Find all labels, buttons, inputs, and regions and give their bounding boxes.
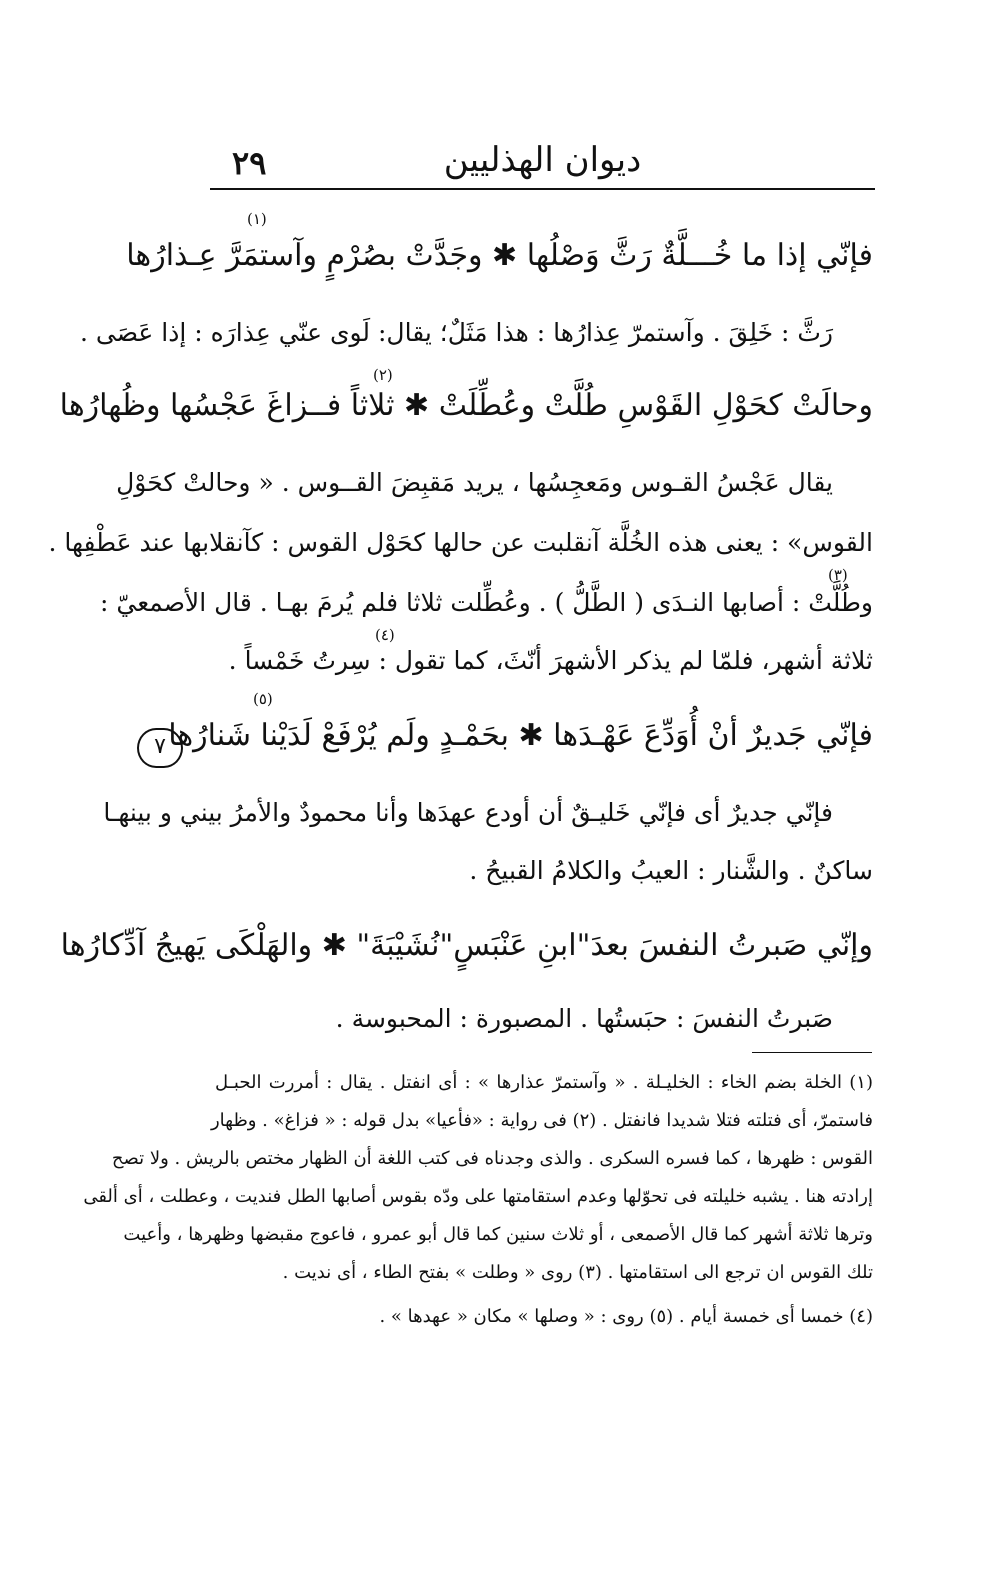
commentary-line: ساكنٌ . والشَّنار : العيبُ والكلامُ القبيحُ . (469, 856, 873, 885)
running-title: ديوان الهذليين (443, 140, 642, 180)
note-ref-4: (٤) (375, 626, 395, 644)
note-ref-1: (١) (247, 210, 267, 228)
footnote-line: فاستمرّ، أى فتلته فتلا شديدا فانفتل . (٢) فى رواية : «فأعيا» بدل قوله : « فزاغ» . وظهار (210, 1110, 873, 1131)
commentary-line: رَثَّ : خَلِقَ . وآستمرّ عِذارُها : هذا مَثَلٌ؛ يقال: لَوى عنّي عِذارَه : إذا عَصَى . (79, 318, 833, 347)
commentary-line: صَبرتُ النفسَ : حبَستُها . المصبورة : المحبوسة . (335, 1004, 833, 1033)
commentary-line: ثلاثة أشهر، فلمّا لم يذكر الأشهرَ أنّثَ، كما تقول : سِرتُ خَمْساً . (228, 646, 873, 675)
header-rule (210, 188, 875, 190)
page-header (210, 138, 875, 188)
commentary-line: فإنّي جديرٌ أى فإنّي خَليـقٌ أن أودع عهدَها وأنا محمودٌ والأمرُ بيني و بينهـا (103, 798, 833, 827)
verse-line: وإنّي صَبرتُ النفسَ بعدَ"ابنِ عَنْبَسٍ"نُشَيْبَةَ" ✱ والهَلْكَى يَهيجُ آدِّكارُها (60, 928, 873, 963)
footnote-line: القوس : ظهرها ، كما فسره السكرى . والذى وجدناه فى كتب اللغة أن الظهار مختص بالريش . ولا تصح (111, 1148, 873, 1169)
footnote-line: وترها ثلاثة أشهر كما قال الأصمعى ، أو ثلاث سنين كما قال أبو عمرو ، فاعوج مقبضها وظهرها ، وأعيت (123, 1224, 873, 1245)
commentary-line: يقال عَجْسُ القـوس ومَعجِسُها ، يريد مَقبِضَ القــوس . « وحالتْ كحَوْلِ (116, 468, 833, 497)
footnote-line: إرادته هنا . يشبه خليلته فى تحوّلها وعدم استقامتها على ودّه بقوس أصابها الطل فنديت ، وعطلت ، أى ألقى (83, 1186, 873, 1207)
footnote-line: تلك القوس ان ترجع الى استقامتها . (٣) روى « وطلت » بفتح الطاء ، أى نديت . (282, 1262, 873, 1283)
note-ref-5: (٥) (253, 690, 273, 708)
verse-line: فإنّي إذا ما خُـــلَّةٌ رَثَّ وَصْلُها ✱ وجَدَّتْ بصُرْمٍ وآستمَرَّ عِـذارُها (126, 238, 873, 273)
footnote-rule (752, 1052, 872, 1053)
footnote-line: (٤) خمسا أى خمسة أيام . (٥) روى : « وصلها » مكان « عهدها » . (379, 1306, 873, 1327)
note-ref-3: (٣) (828, 566, 848, 584)
commentary-line: وطُلَّتْ : أصابها النـدَى ( الطَّلُّ ) . وعُطِّلت ثلاثا فلم يُرمَ بهـا . قال الأصمعيّ : (99, 588, 873, 617)
verse-line: وحالَتْ كحَوْلِ القَوْسِ طُلَّتْ وعُطِّلَتْ ✱ ثلاثاً فــزاغَ عَجْسُها وظُهارُها (59, 388, 873, 423)
note-ref-2: (٢) (373, 366, 393, 384)
footnote-line: (١) الخلة بضم الخاء : الخليـلة . « وآستمرّ عذارها » : أى انفتل . يقال : أمررت الحبـل (215, 1072, 873, 1093)
commentary-line: القوس» : يعنى هذه الخُلَّة آنقلبت عن حالها كحَوْل القوس : كآنقلابها عند عَطْفِها . (48, 528, 873, 557)
verse-line: فإنّي جَديرٌ أنْ أُوَدِّعَ عَهْـدَها ✱ بحَمْـدٍ ولَم يُرْفَعْ لَدَيْنا شَنارُها (168, 718, 873, 753)
margin-ornament: ٧ (137, 728, 183, 768)
page-number: ٢٩ (232, 144, 267, 182)
